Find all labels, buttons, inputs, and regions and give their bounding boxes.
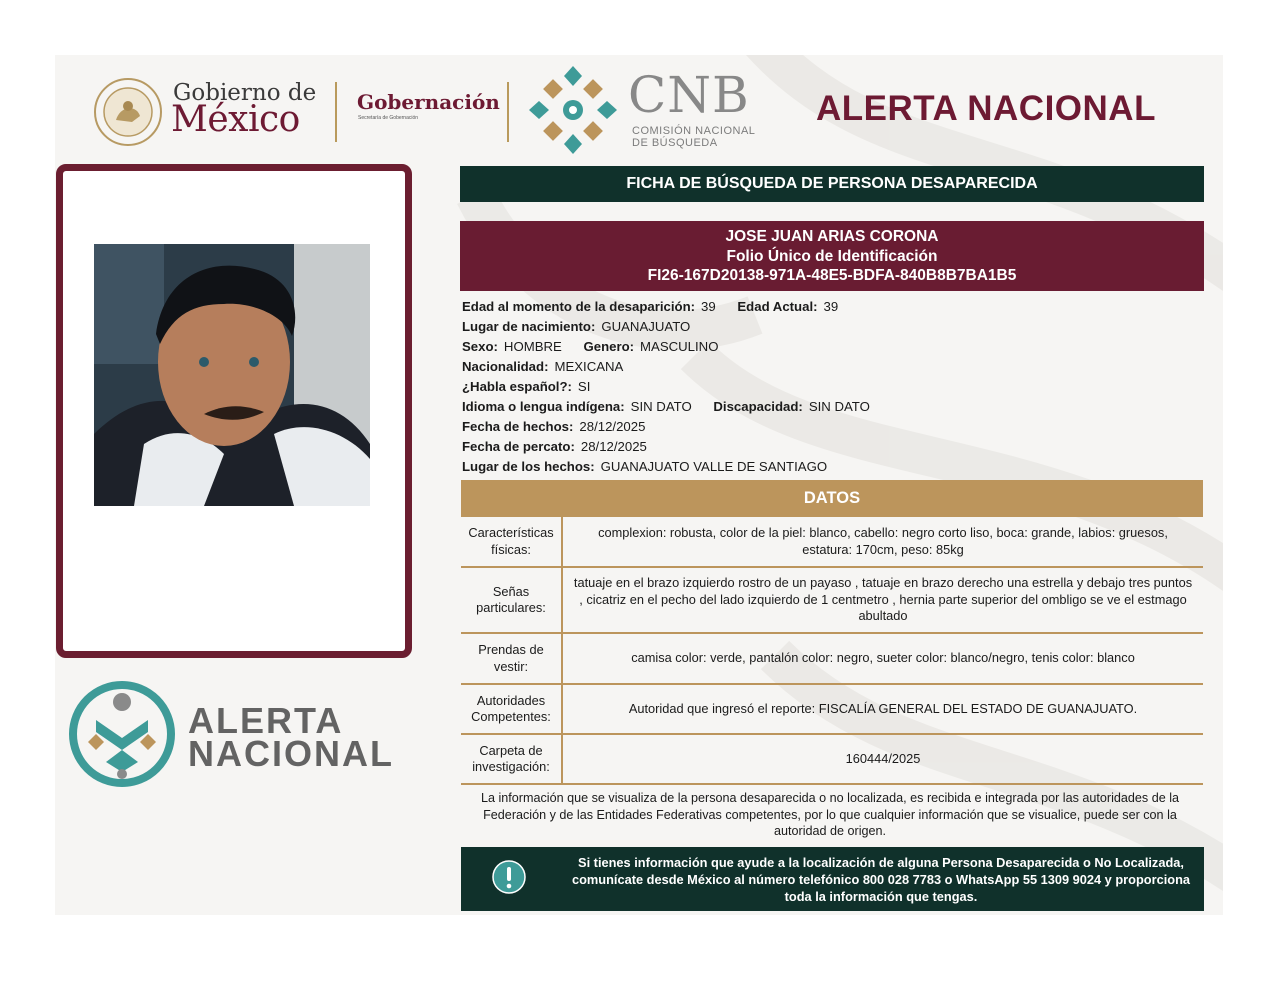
row-value: 160444/2025: [845, 750, 921, 766]
alerta-logo-line2: NACIONAL: [188, 733, 394, 774]
alerta-nacional-logo-icon: [68, 680, 176, 788]
alerta-nacional-title: ALERTA NACIONAL: [816, 89, 1156, 128]
info-row: [462, 438, 1202, 458]
info-label: Fecha de hechos:: [462, 419, 574, 434]
cnb-subtitle-line1: COMISIÓN NACIONAL: [632, 125, 756, 137]
datos-title: DATOS: [461, 480, 1203, 517]
info-value: SIN DATO: [808, 399, 870, 414]
info-row: [462, 458, 1202, 478]
row-label: Carpeta de investigación:: [461, 735, 563, 783]
info-label: Lugar de los hechos:: [462, 459, 595, 474]
info-label: Fecha de percato:: [462, 439, 575, 454]
table-row: [461, 517, 1203, 568]
row-value: camisa color: verde, pantalón color: negro, sueter color: blanco/negro, tenis color: blanco: [631, 650, 1135, 666]
person-name: JOSE JUAN ARIAS CORONA: [725, 228, 939, 245]
info-value: GUANAJUATO VALLE DE SANTIAGO: [600, 459, 828, 474]
person-info: [462, 298, 1202, 478]
info-value: 28/12/2025: [580, 439, 647, 454]
row-value: complexion: robusta, color de la piel: blanco, cabello: negro corto liso, boca: grande, labios: gruesos, estatura: 170cm, peso: 85kg: [598, 525, 1168, 557]
divider: [507, 82, 509, 142]
info-label: ¿Habla español?:: [462, 379, 572, 394]
info-row: [462, 358, 1202, 378]
info-value: 28/12/2025: [579, 419, 646, 434]
table-row: [461, 568, 1203, 634]
alerta-nacional-logo-text: [188, 700, 394, 774]
row-label: Prendas de vestir:: [461, 634, 563, 683]
info-label: Lugar de nacimiento:: [462, 319, 596, 334]
mexico-text: México: [171, 99, 300, 140]
info-label: Idioma o lengua indígena:: [462, 399, 625, 414]
ficha-title: FICHA DE BÚSQUEDA DE PERSONA DESAPARECIDA: [460, 166, 1204, 202]
disclaimer-text: La información que se visualiza de la persona desaparecida o no localizada, es recibida e integrada por las autoridades de la Federación y de las Entidades Federativas competentes, por lo que cualquier información que se visualice, puede ser con la autoridad de origen.: [481, 791, 1179, 838]
folio-label: Folio Único de Identificación: [726, 247, 938, 265]
row-label: Señas particulares:: [461, 568, 563, 632]
info-value: HOMBRE: [503, 339, 562, 354]
cnb-subtitle: [632, 125, 755, 149]
info-label: Edad Actual:: [737, 299, 818, 314]
row-label: Características físicas:: [461, 517, 563, 566]
info-value: SIN DATO: [630, 399, 692, 414]
info-label: Nacionalidad:: [462, 359, 549, 374]
info-label: Sexo:: [462, 339, 498, 354]
info-value: SI: [577, 379, 591, 394]
info-value: 39: [823, 299, 839, 314]
table-row: [461, 634, 1203, 685]
person-photo: [94, 244, 370, 506]
info-label: Discapacidad:: [713, 399, 803, 414]
table-row: [461, 735, 1203, 785]
name-box: [460, 221, 1204, 291]
exclamation-icon: [492, 860, 526, 894]
cnb-logo-icon: [526, 64, 620, 156]
contact-banner: [461, 847, 1204, 911]
cnb-text: CNB: [628, 66, 750, 124]
info-row: [462, 318, 1202, 338]
gobernacion-text: Gobernación: [357, 90, 500, 114]
row-label: Autoridades Competentes:: [461, 685, 563, 733]
info-value: MASCULINO: [640, 339, 719, 354]
info-value: 39: [701, 299, 716, 314]
info-row: [462, 398, 1202, 418]
info-row: [462, 338, 1202, 358]
gobernacion-subtitle: Secretaría de Gobernación: [358, 115, 419, 121]
info-value: GUANAJUATO: [601, 319, 691, 334]
info-row: [462, 298, 1202, 318]
cnb-subtitle-line2: DE BÚSQUEDA: [632, 137, 718, 149]
divider: [335, 82, 337, 142]
datos-table: [461, 517, 1203, 785]
folio-value: FI26-167D20138-971A-48E5-BDFA-840B8B7BA1B5: [647, 267, 1017, 284]
alerta-logo-line1: ALERTA: [188, 700, 344, 741]
gobierno-text: Gobierno de: [173, 80, 317, 106]
row-value: Autoridad que ingresó el reporte: FISCALÍA GENERAL DEL ESTADO DE GUANAJUATO.: [628, 700, 1138, 716]
info-row: [462, 418, 1202, 438]
info-label: Edad al momento de la desaparición:: [462, 299, 696, 314]
info-value: MEXICANA: [554, 359, 624, 374]
table-row: [461, 685, 1203, 735]
info-label: Genero:: [583, 339, 635, 354]
contact-text: Si tienes información que ayude a la localización de alguna Persona Desaparecida o No Localizada, comunícate desde México al número telefónico 800 028 7783 o WhatsApp 55 1309 9024 y proporciona toda la información que tengas.: [571, 855, 1191, 904]
row-value: tatuaje en el brazo izquierdo rostro de un payaso , tatuaje en brazo derecho una estrella y debajo tres puntos , cicatriz en el pecho del lado izquierdo de 1 centmetro , hernia parte superior del ombligo se ve el estmago abultado: [573, 575, 1193, 624]
info-row: [462, 378, 1202, 398]
